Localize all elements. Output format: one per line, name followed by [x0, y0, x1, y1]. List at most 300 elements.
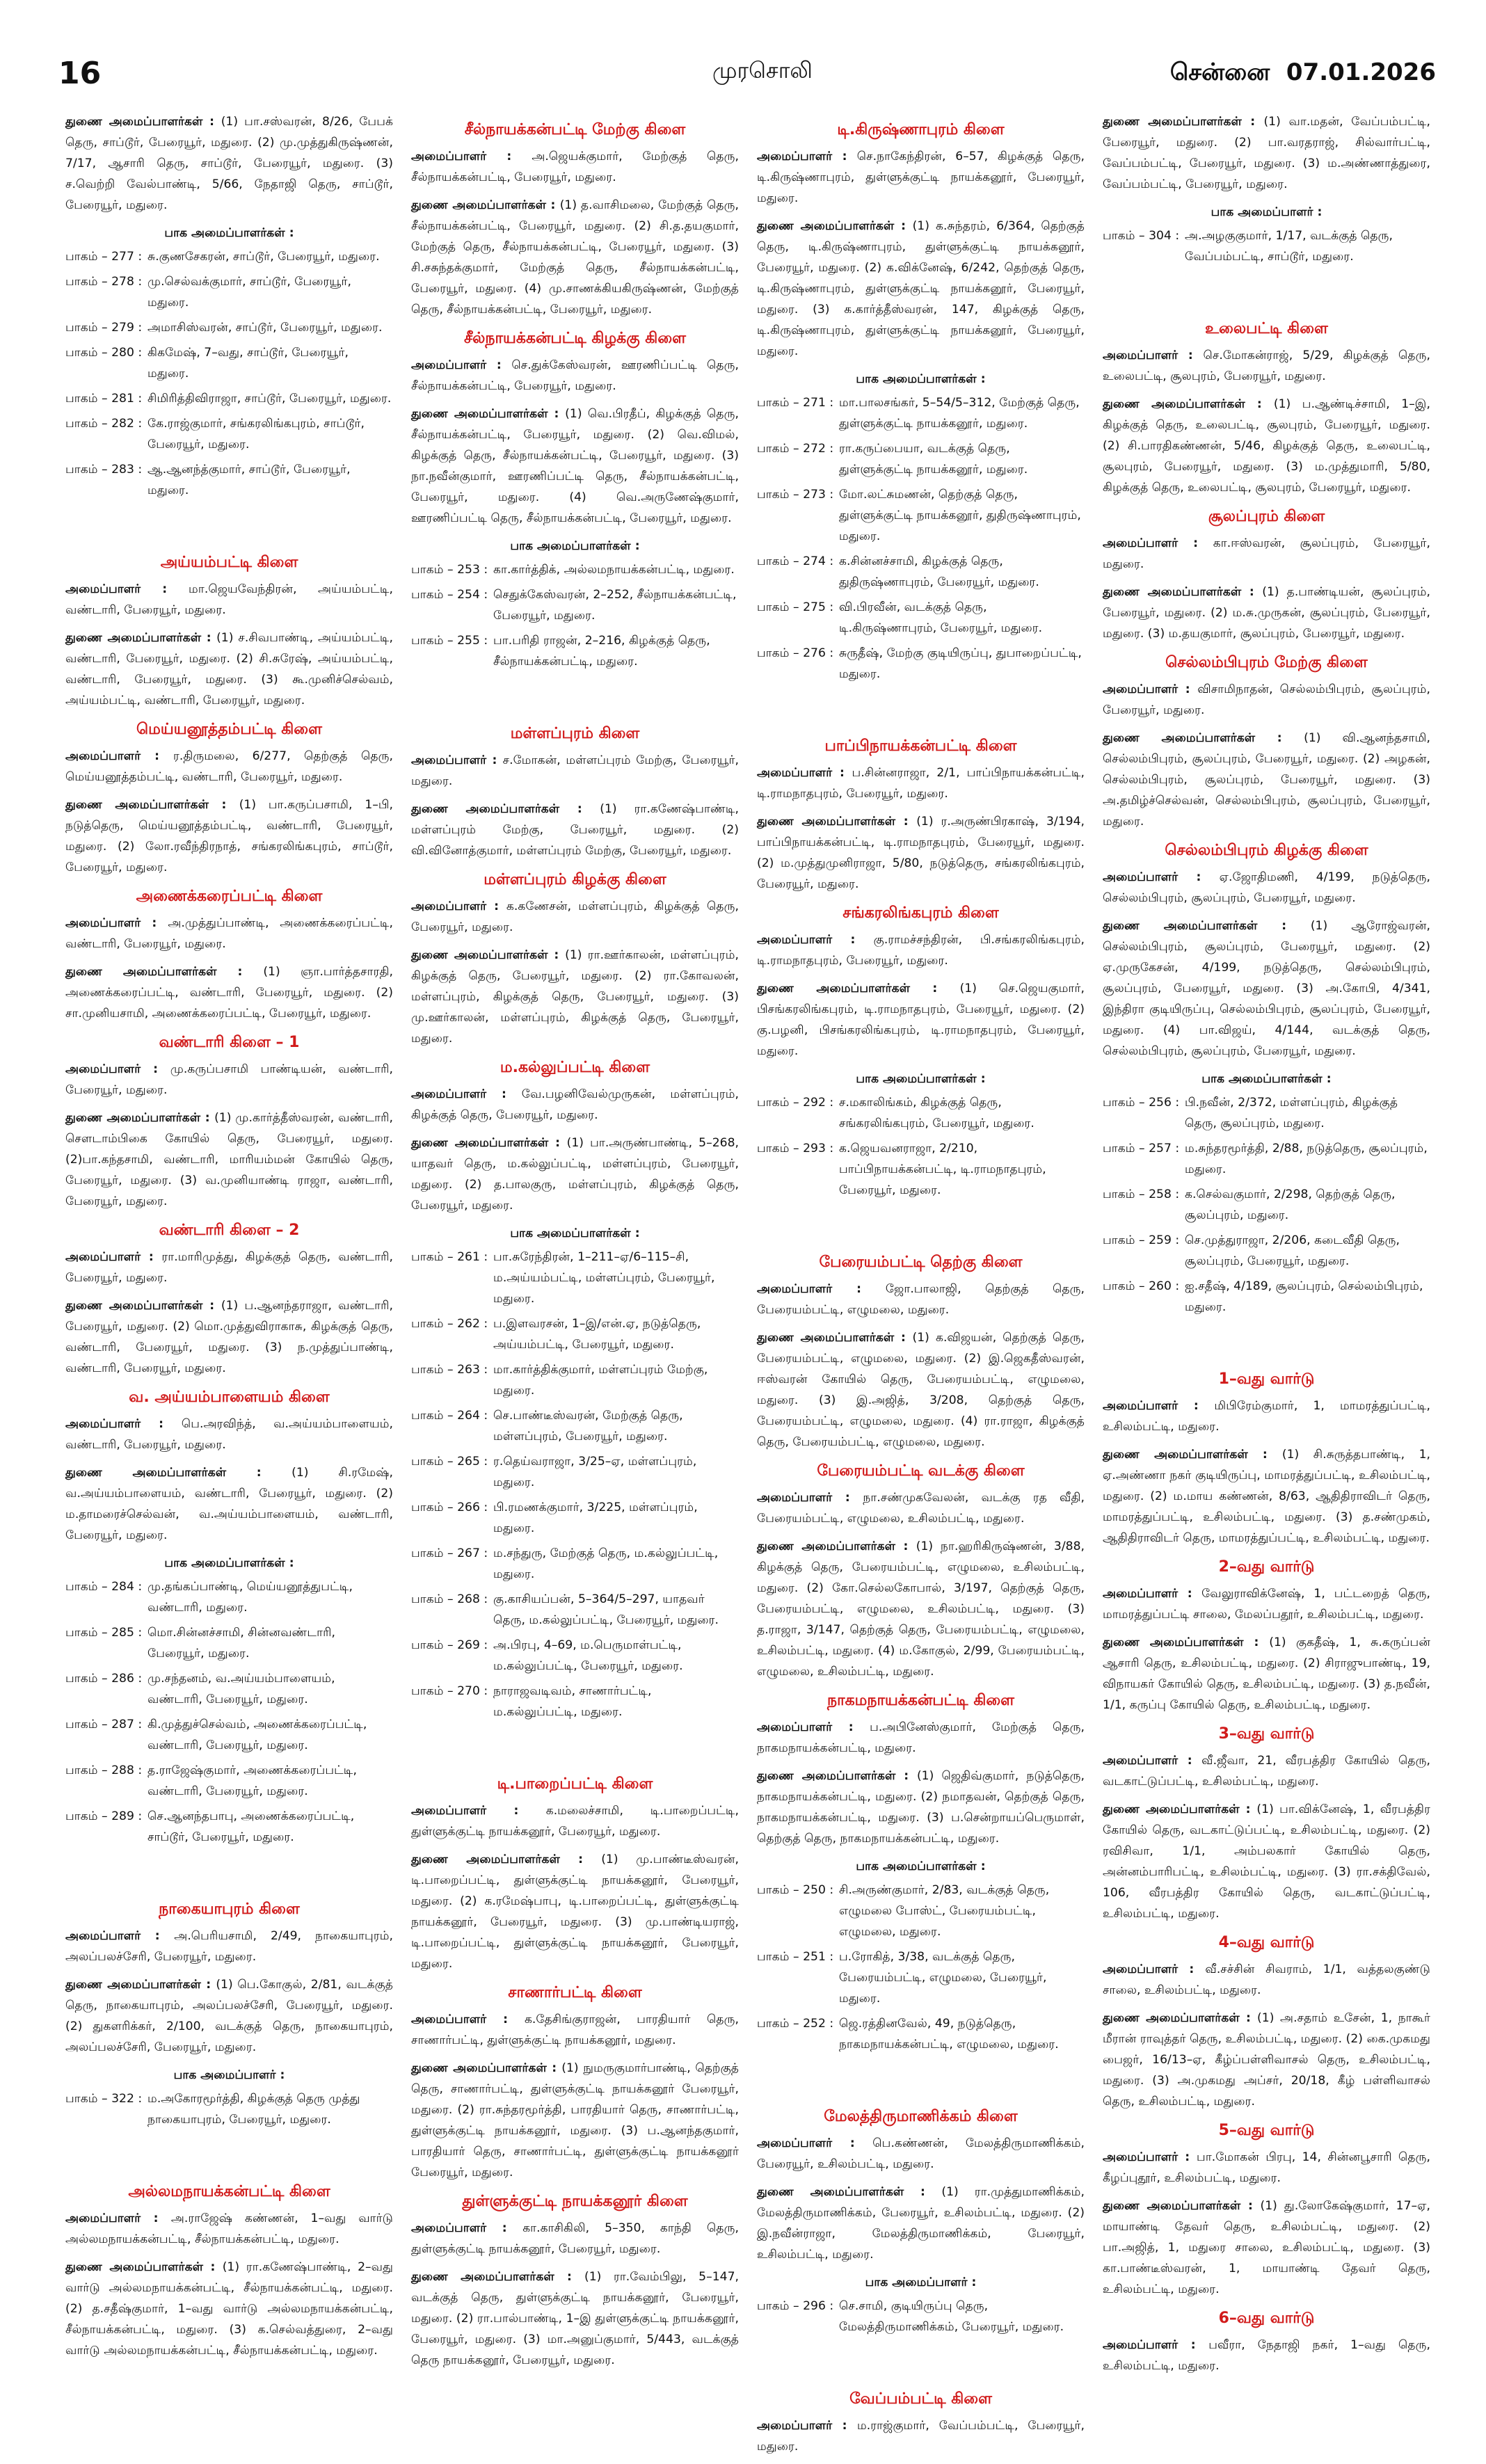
role-label: அமைப்பாளர் : [411, 2221, 523, 2235]
role-label: துணை அமைப்பாளர்கள் : [1103, 1635, 1270, 1649]
role-label: துணை அமைப்பாளர்கள் : [411, 2061, 562, 2075]
booth-number: பாகம் – 251 : [757, 1950, 834, 1964]
spacer [757, 1205, 1085, 1244]
office-bearer-paragraph [757, 1487, 1085, 1529]
role-label: துணை அமைப்பாளர்கள் : [1103, 919, 1311, 933]
role-label: துணை அமைப்பாளர்கள் : [65, 1111, 215, 1125]
booth-agent: மோ.லட்சுமணன், தெற்குத் தெரு, துள்ளுக்குட்டி நாயக்கனூர், துதிருஷ்ணாபுரம், மதுரை. [839, 488, 1081, 543]
role-label: அமைப்பாளர் : [1103, 2338, 1209, 2352]
booth-row [757, 1092, 1085, 1134]
office-bearer-paragraph [757, 811, 1085, 895]
names-text: (1) ப.ஆண்டிச்சாமி, 1–இ, கிழக்குத் தெரு, உலைபட்டி, சூலபுரம், பேரையூர், மதுரை. (2) சி.பாரதிகண்ணன், 5/46, கிழக்குத் தெரு, உலைபட்டி, சூலபுரம், பேரையூர், மதுரை. (3) ம.முத்துமாரி, 5/80, கிழக்குத் தெரு, உலைபட்டி, சூலபுரம், பேரையூர், மதுரை. [1103, 397, 1430, 495]
office-bearer-paragraph [1103, 1444, 1430, 1549]
booth-agent: அமாசிஸ்வரன், சாப்டூர், பேரையூர், மதுரை. [147, 321, 383, 335]
section-heading: 6–வது வார்டு [1218, 2310, 1315, 2327]
office-bearer-paragraph [65, 1414, 393, 1455]
office-bearer-paragraph [65, 627, 393, 711]
names-text: (1) வா.மதன், வேப்பம்பட்டி, பேரையூர், மதுரை. (2) பா.வரதராஜ், சில்வார்பட்டி, வேப்பம்பட்டி, பேரையூர், மதுரை. (3) ம.அண்ணாத்துரை, வேப்பம்பட்டி, பேரையூர், மதுரை. [1103, 115, 1430, 191]
booth-row [1103, 1230, 1430, 1272]
section-heading: வ. அய்யம்பாளையம் கிளை [129, 1389, 330, 1406]
office-bearer-paragraph [65, 1974, 393, 2058]
names-text: (1) பா.அருண்பாண்டி, 5–268, யாதவர் தெரு, ம.கல்லுப்பட்டி, மள்ளப்புரம், பேரையூர், மதுரை. (2) த.பாலகுரு, மள்ளப்புரம், கிழக்குத் தெரு, பேரையூர், மதுரை. [411, 1136, 739, 1213]
names-text: அ.பெரியசாமி, 2/49, நாகையாபுரம், அலப்பலச்சேரி, பேரையூர், மதுரை. [65, 1929, 393, 1964]
office-bearer-paragraph [411, 1084, 739, 1126]
office-bearer-paragraph [1103, 915, 1430, 1062]
names-text: அ.முத்துப்பாண்டி, அணைக்கரைப்பட்டி, வண்டாரி, பேரையூர், மதுரை. [65, 916, 393, 951]
section-heading: செல்லம்பிபுரம் கிழக்கு கிளை [1165, 842, 1368, 859]
newspaper-name: முரசொலி [712, 57, 813, 83]
office-bearer-paragraph [757, 146, 1085, 209]
section-heading: பாப்பிநாயக்கன்பட்டி கிளை [824, 737, 1017, 755]
names-text: (1) அ.சதாம் உசேன், 1, நாகூர் மீரான் ராவுத்தர் தெரு, உசிலம்பட்டி, மதுரை. (2) கை.முகமது பைஜர், 16/13–ஏ, கீழ்ப்பள்ளிவாசல் தெரு, உசிலம்பட்டி, மதுரை. (3) அ.முகமது அப்சர், 20/18, கீழ் பள்ளிவாசல் தெரு, உசிலம்பட்டி, மதுரை. [1103, 2011, 1430, 2109]
booth-row [411, 1589, 739, 1631]
role-label: துணை அமைப்பாளர்கள் : [1103, 1802, 1257, 1816]
names-text: (1) த.பாண்டியன், சூலப்புரம், பேரையூர், மதுரை. (2) ம.சு.முருகன், சூலப்புரம், பேரையூர், மதுரை. (3) ம.தயகுமார், சூலப்புரம், பேரையூர், மதுரை. [1103, 585, 1430, 641]
booth-agent: க.செல்வகுமார், 2/298, தெற்குத் தெரு, சூலப்புரம், மதுரை. [1185, 1187, 1396, 1222]
booth-agent: ம.சுந்தரமூர்த்தி, 2/88, நடுத்தெரு, சூலப்புரம், மதுரை. [1185, 1142, 1428, 1176]
section-heading: டி.கிருஷ்ணாபுரம் கிளை [837, 121, 1005, 138]
office-bearer-paragraph [65, 1247, 393, 1288]
subheading: பாக அமைப்பாளர்கள் : [164, 1556, 294, 1570]
article-columns [65, 111, 1431, 2454]
booth-row [65, 459, 393, 501]
booth-agent: பா.பரிதி ராஜன், 2–216, கிழக்குத் தெரு, சீல்நாயக்கன்பட்டி, மதுரை. [493, 634, 710, 669]
subheading: பாக அமைப்பாளர்கள் : [510, 539, 640, 553]
booth-agent: செ.பாண்டீஸ்வரன், மேற்குத் தெரு, மள்ளப்புரம், பேரையூர், மதுரை. [493, 1409, 683, 1443]
names-text: (1) பா.கருப்பசாமி, 1–பி, நடுத்தெரு, மெய்யனூத்தம்பட்டி, வண்டாரி, பேரையூர், மதுரை. (2) லோ.ரவீந்திரநாத், சங்கரலிங்கபுரம், சாப்டூர், பேரையூர், மதுரை. [65, 798, 393, 874]
booth-agent: செ.முத்துராஜா, 2/206, கடைவீதி தெரு, சூலப்புரம், பேரையூர், மதுரை. [1185, 1233, 1400, 1268]
names-text: க.தேசிங்குராஜன், பாரதியார் தெரு, சாணார்பட்டி, துள்ளுக்குட்டி நாயக்கனூர், மதுரை. [411, 2013, 739, 2047]
names-text: விசாமிநாதன், செல்லம்பிபுரம், சூலப்புரம், பேரையூர், மதுரை. [1103, 682, 1430, 717]
section-heading: 1–வது வார்டு [1218, 1370, 1315, 1388]
column-1 [65, 111, 393, 2464]
section-heading: 3–வது வார்டு [1218, 1725, 1315, 1743]
booth-row [411, 1635, 739, 1677]
role-label: அமைப்பாளர் : [411, 899, 506, 913]
names-text: (1) து.லோகேஷ்குமார், 17–ஏ, மாயாண்டி தேவர் தெரு, உசிலம்பட்டி, மதுரை. (2) பா.அஜித், 1, மதுரை சாலை, உசிலம்பட்டி, மதுரை. (3) கா.பாண்டீஸ்வரன், 1, மாயாண்டி தேவர் தெரு, உசிலம்பட்டி, மதுரை. [1103, 2199, 1430, 2296]
names-text: மு.கருப்பசாமி பாண்டியன், வண்டாரி, பேரையூர், மதுரை. [65, 1062, 393, 1097]
booth-number: பாகம் – 266 : [411, 1501, 488, 1514]
booth-agent: செதுக்கேஸ்வரன், 2–252, சீல்நாயக்கன்பட்டி, பேரையூர், மதுரை. [493, 588, 737, 623]
office-bearer-paragraph [1103, 582, 1430, 644]
page-number: 16 [58, 56, 102, 91]
section-heading: அணைக்கரைப்பட்டி கிளை [136, 888, 323, 905]
names-text: செ.நாகேந்திரன், 6–57, கிழக்குத் தெரு, டி.கிருஷ்ணாபுரம், துள்ளுக்குட்டி நாயக்கனூர், பேரையூர், மதுரை. [757, 150, 1085, 205]
names-text: (1) பெ.கோகுல், 2/81, வடக்குத் தெரு, நாகையாபுரம், அலப்பலச்சேரி, பேரையூர், மதுரை. (2) துகளரிக்கர், 2/100, வடக்குத் தெரு, நாகையாபுரம், அலப்பலச்சேரி, பேரையூர், மதுரை. [65, 1978, 393, 2054]
role-label: அமைப்பாளர் : [65, 916, 168, 930]
booth-row [65, 1806, 393, 1848]
booth-row [1103, 1276, 1430, 1318]
role-label: அமைப்பாளர் : [1103, 870, 1220, 884]
booth-number: பாகம் – 273 : [757, 488, 834, 502]
office-bearer-paragraph [65, 579, 393, 621]
booth-number: பாகம் – 254 : [411, 588, 488, 602]
booth-row [757, 484, 1085, 547]
role-label: துணை அமைப்பாளர்கள் : [411, 198, 560, 212]
names-text: (1) ப.ஆனந்தராஜா, வண்டாரி, பேரையூர், மதுரை. (2) மொ.முத்துவிராகாசு, கிழக்குத் தெரு, வண்டாரி, பேரையூர், மதுரை. (3) ந.முத்துப்பாண்டி, வண்டாரி, பேரையூர், மதுரை. [65, 1299, 393, 1375]
booth-number: பாகம் – 275 : [757, 600, 834, 614]
spacer [65, 505, 393, 544]
office-bearer-paragraph [1103, 111, 1430, 195]
subheading: பாக அமைப்பாளர் : [1211, 205, 1323, 219]
office-bearer-paragraph [411, 403, 739, 529]
booth-row [65, 1622, 393, 1664]
booth-number: பாகம் – 286 : [65, 1672, 143, 1686]
role-label: அமைப்பாளர் : [757, 2419, 857, 2433]
spacer [411, 1727, 739, 1766]
names-text: கா.காசிகிலி, 5–350, காந்தி தெரு, துள்ளுக்குட்டி நாயக்கனூர், பேரையூர், மதுரை. [411, 2221, 739, 2256]
office-bearer-paragraph [757, 929, 1085, 971]
role-label: துணை அமைப்பாளர்கள் : [65, 1466, 292, 1480]
role-label: துணை அமைப்பாளர்கள் : [65, 798, 239, 812]
booth-number: பாகம் – 260 : [1103, 1279, 1180, 1293]
role-label: துணை அமைப்பாளர்கள் : [1103, 397, 1274, 411]
booth-agent: கிகமேஷ், 7–வது, சாப்டூர், பேரையூர், மதுரை. [147, 346, 349, 381]
office-bearer-paragraph [411, 799, 739, 861]
booth-row [411, 1359, 739, 1401]
role-label: துணை அமைப்பாளர்கள் : [411, 2270, 584, 2284]
booth-agent: ச.மகாலிங்கம், கிழக்குத் தெரு, சங்கரலிங்கபுரம், பேரையூர், மதுரை. [839, 1096, 1034, 1130]
office-bearer-paragraph [757, 1766, 1085, 1849]
section-heading: வேப்பம்பட்டி கிளை [849, 2390, 992, 2408]
booth-agent: சுருதீஷ், மேற்கு குடியிருப்பு, துபாறைப்பட்டி, மதுரை. [839, 646, 1082, 681]
booth-number: பாகம் – 259 : [1103, 1233, 1180, 1247]
issue-date: 07.01.2026 [1286, 58, 1436, 86]
office-bearer-paragraph [65, 913, 393, 954]
office-bearer-paragraph [1103, 2147, 1430, 2189]
office-bearer-paragraph [757, 762, 1085, 804]
subheading: பாக அமைப்பாளர்கள் : [856, 372, 986, 386]
section-heading: சாணார்பட்டி கிளை [508, 1984, 642, 2001]
booth-agent: ப.ரோகித், 3/38, வடக்குத் தெரு, பேரையம்பட்டி, எழுமலை, பேரையூர், மதுரை. [839, 1950, 1047, 2006]
names-text: (1) நுமருகுமார்பாண்டி, தெற்குத் தெரு, சாணார்பட்டி, துள்ளுக்குட்டி நாயக்கனூர் பேரையூர், மதுரை. (2) ரா.சுந்தரமூர்த்தி, பாரதியார் தெரு, சாணார்பட்டி, துள்ளுக்குட்டி நாயக்கனூர், மதுரை. (3) ப.ஆனந்தகுமார், பாரதியார் தெரு, சாணார்பட்டி, துள்ளுக்குட்டி நாயக்கனூர் பேரையூர், மதுரை. [411, 2061, 739, 2179]
spacer [757, 2342, 1085, 2381]
role-label: துணை அமைப்பாளர்கள் : [757, 1331, 913, 1345]
booth-number: பாகம் – 250 : [757, 1883, 834, 1897]
names-text: ம.ராஜ்குமார், வேப்பம்பட்டி, பேரையூர், மதுரை. [757, 2419, 1085, 2454]
booth-row [757, 1946, 1085, 2009]
names-text: வே.பழனிவேல்முருகன், மள்ளப்புரம், கிழக்குத் தெரு, பேரையூர், மதுரை. [411, 1087, 739, 1122]
office-bearer-paragraph [757, 1327, 1085, 1453]
names-text: (1) செ.ஜெயகுமார், பிசங்கரலிங்கபுரம், டி.ராமநாதபுரம், பேரையூர், மதுரை. (2) கு.பழனி, பிசங்கரலிங்கபுரம், டி.ராமநாதபுரம், பேரையூர், மதுரை. [757, 982, 1085, 1058]
booth-number: பாகம் – 304 : [1103, 229, 1180, 243]
section-heading: சூலப்புரம் கிளை [1208, 508, 1325, 525]
names-text: ஜோ.பாலாஜி, தெற்குத் தெரு, பேரையம்பட்டி, எழுமலை, மதுரை. [757, 1282, 1085, 1317]
booth-number: பாகம் – 279 : [65, 321, 143, 335]
section-heading: சங்கரலிங்கபுரம் கிளை [842, 904, 999, 922]
booth-number: பாகம் – 271 : [757, 396, 834, 410]
role-label: துணை அமைப்பாளர்கள் : [757, 2185, 942, 2199]
names-text: மா.ஜெயவேந்திரன், அய்யம்பட்டி, வண்டாரி, பேரையூர், மதுரை. [65, 582, 393, 617]
office-bearer-paragraph [757, 2133, 1085, 2175]
booth-row [65, 246, 393, 267]
names-text: (1) ரா.கணேஷ்பாண்டி, 2–வது வார்டு அல்லமநாயக்கன்பட்டி, சீல்நாயக்கன்பட்டி, மதுரை. (2) த.சதீஷ்குமார், 1–வது வார்டு அல்லமநாயக்கன்பட்டி, சீல்நாயக்கன்பட்டி, மதுரை. (3) க.செல்வத்துரை, 2–வது வார்டு அல்லமநாயக்கன்பட்டி, சீல்நாயக்கன்பட்டி, மதுரை. [65, 2260, 393, 2358]
booth-row [411, 1497, 739, 1539]
section-heading: துள்ளுக்குட்டி நாயக்கனூர் கிளை [462, 2193, 688, 2210]
names-text: வீ.ஜீவா, 21, வீரபத்திர கோயில் தெரு, வடகாட்டுப்பட்டி, உசிலம்பட்டி, மதுரை. [1103, 1754, 1431, 1789]
section-heading: டி.பாறைப்பட்டி கிளை [497, 1775, 653, 1793]
role-label: அமைப்பாளர் : [757, 150, 857, 163]
booth-row [65, 271, 393, 313]
office-bearer-paragraph [65, 1926, 393, 1967]
role-label: துணை அமைப்பாளர்கள் : [757, 1769, 917, 1783]
booth-agent: மு.சந்தனம், வ.அய்யம்பாளையம், வண்டாரி, பேரையூர், மதுரை. [147, 1672, 335, 1706]
office-bearer-paragraph [1103, 1632, 1430, 1715]
section-heading: மேலத்திருமாணிக்கம் கிளை [824, 2108, 1018, 2125]
subheading: பாக அமைப்பாளர்கள் : [1201, 1072, 1332, 1086]
role-label: துணை அமைப்பாளர்கள் : [65, 1978, 216, 1992]
city: சென்னை [1169, 58, 1270, 86]
booth-row [1103, 1184, 1430, 1226]
role-label: அமைப்பாளர் : [411, 753, 503, 767]
section-heading: 5–வது வார்டு [1218, 2122, 1315, 2139]
office-bearer-paragraph [757, 1279, 1085, 1320]
role-label: அமைப்பாளர் : [757, 1282, 886, 1296]
names-text: (1) க.சுந்தரம், 6/364, தெற்குத் தெரு, டி.கிருஷ்ணாபுரம், துள்ளுக்குட்டி நாயக்கனூர், பேரையூர், மதுரை. (2) க.விக்னேஷ், 6/242, தெற்குத் தெரு, டி.கிருஷ்ணாபுரம், துள்ளுக்குட்டி நாயக்கனூர், பேரையூர், மதுரை. (3) க.கார்த்தீஸ்வரன், 147, கிழக்குத் தெரு, டி.கிருஷ்ணாபுரம், துள்ளுக்குட்டி நாயக்கனூர், பேரையூர், மதுரை. [757, 219, 1085, 358]
names-text: பா.மோகன் பிரபு, 14, சின்னபூசாரி தெரு, கீழப்புதூர், உசிலம்பட்டி, மதுரை. [1103, 2150, 1430, 2185]
office-bearer-paragraph [65, 111, 393, 216]
office-bearer-paragraph [65, 794, 393, 878]
subheading: பாக அமைப்பாளர் : [865, 2275, 977, 2289]
names-text: (1) சி.ரமேஷ், வ.அய்யம்பாளையம், வண்டாரி, பேரையூர், மதுரை. (2) ம.தாமரைச்செல்வன், வ.அய்யம்பாளையம், வண்டாரி, பேரையூர், மதுரை. [65, 1466, 393, 1542]
booth-number: பாகம் – 252 : [757, 2017, 834, 2031]
office-bearer-paragraph [1103, 533, 1430, 575]
names-text: (1) நா.ஹரிகிருஷ்ணன், 3/88, கிழக்குத் தெரு, பேரையம்பட்டி, எழுமலை, உசிலம்பட்டி, மதுரை. (2) கோ.செல்லகோபால், 3/197, தெற்குத் தெரு, பேரையம்பட்டி, எழுமலை, உசிலம்பட்டி, மதுரை. (3) த.ராஜா, 3/147, தெற்குத் தெரு, பேரையம்பட்டி, எழுமலை, உசிலம்பட்டி, மதுரை. (4) ம.கோகுல், 2/99, பேரையம்பட்டி, எழுமலை, உசிலம்பட்டி, மதுரை. [757, 1539, 1085, 1679]
booth-number: பாகம் – 253 : [411, 563, 488, 577]
section-heading: சீல்நாயக்கன்பட்டி கிழக்கு கிளை [463, 330, 687, 347]
booth-number: பாகம் – 296 : [757, 2299, 834, 2313]
section-heading: நாகமநாயக்கன்பட்டி கிளை [826, 1692, 1015, 1709]
names-text: ப.சின்னராஜா, 2/1, பாப்பிநாயக்கன்பட்டி, டி.ராமநாதபுரம், பேரையூர், மதுரை. [757, 766, 1085, 801]
role-label: அமைப்பாளர் : [411, 2013, 525, 2026]
office-bearer-paragraph [411, 945, 739, 1049]
subheading: பாக அமைப்பாளர்கள் : [510, 1226, 640, 1240]
role-label: அமைப்பாளர் : [411, 358, 512, 372]
office-bearer-paragraph [757, 978, 1085, 1062]
names-text: நா.சண்முகவேலன், வடக்கு ரத வீதி, பேரையம்பட்டி, எழுமலை, உசிலம்பட்டி, மதுரை. [757, 1491, 1085, 1526]
role-label: துணை அமைப்பாளர்கள் : [411, 802, 600, 816]
office-bearer-paragraph [1103, 2195, 1430, 2300]
names-text: மிபிரேம்குமார், 1, மாமரத்துப்பட்டி, உசிலம்பட்டி, மதுரை. [1103, 1399, 1430, 1434]
booth-agent: கு.காசியப்பன், 5–364/5–297, யாதவர் தெரு, ம.கல்லுப்பட்டி, பேரையூர், மதுரை. [493, 1592, 719, 1627]
booth-number: பாகம் – 280 : [65, 346, 143, 360]
booth-row [411, 630, 739, 672]
booth-agent: மு.தங்கப்பாண்டி, மெய்யனூத்துபட்டி, வண்டாரி, மதுரை. [147, 1580, 353, 1615]
role-label: துணை அமைப்பாளர்கள் : [757, 815, 917, 829]
role-label: துணை அமைப்பாளர்கள் : [1103, 2199, 1261, 2213]
booth-row [1103, 225, 1430, 267]
booth-agent: த.ராஜேஷ்குமார், அணைக்கரைப்பட்டி, வண்டாரி, பேரையூர், மதுரை. [147, 1763, 357, 1798]
booth-number: பாகம் – 269 : [411, 1638, 488, 1652]
booth-row [65, 2088, 393, 2130]
names-text: கா.ஈஸ்வரன், சூலப்புரம், பேரையூர், மதுரை. [1103, 536, 1430, 571]
office-bearer-paragraph [65, 2257, 393, 2361]
section-heading: செல்லம்பிபுரம் மேற்கு கிளை [1165, 654, 1368, 671]
names-text: (1) ரா.ஊர்காலன், மள்ளப்புரம், கிழக்குத் தெரு, பேரையூர், மதுரை. (2) ரா.கோவலன், மள்ளப்புரம், கிழக்குத் தெரு, பேரையூர், மதுரை. (3) மு.ஊர்காலன், மள்ளப்புரம், கிழக்குத் தெரு, பேரையூர், மதுரை. [411, 948, 739, 1046]
names-text: (1) ஞா.பார்த்தசாரதி, அணைக்கரைப்பட்டி, வண்டாரி, பேரையூர், மதுரை. (2) சா.முனியசாமி, அணைக்கரைப்பட்டி, பேரையூர், மதுரை. [65, 965, 393, 1021]
booth-row [757, 438, 1085, 480]
dateline [1170, 58, 1436, 89]
section-heading: 2–வது வார்டு [1218, 1558, 1315, 1576]
office-bearer-paragraph [757, 216, 1085, 362]
names-text: க.மலைச்சாமி, டி.பாறைப்பட்டி, துள்ளுக்குட்டி நாயக்கனூர், பேரையூர், மதுரை. [411, 1804, 739, 1839]
booth-agent: பி.நவீன், 2/372, மள்ளப்புரம், கிழக்குத் தெரு, சூலப்புரம், மதுரை. [1185, 1096, 1398, 1130]
names-text: அ.ஜெயக்குமார், மேற்குத் தெரு, சீல்நாயக்கன்பட்டி, பேரையூர், மதுரை. [411, 150, 739, 184]
role-label: துணை அமைப்பாளர்கள் : [411, 407, 566, 421]
names-text: பெ.அரவிந்த், வ.அய்யம்பாளையம், வண்டாரி, பேரையூர், மதுரை. [65, 1417, 393, 1452]
booth-agent: க.சின்னச்சாமி, கிழக்குத் தெரு, துதிருஷ்ணாபுரம், பேரையூர், மதுரை. [839, 554, 1039, 589]
booth-row [411, 1405, 739, 1447]
section-heading: அய்யம்பட்டி கிளை [160, 554, 298, 571]
booth-number: பாகம் – 276 : [757, 646, 834, 660]
office-bearer-paragraph [1103, 728, 1430, 832]
booth-agent: ஆ.ஆனந்த்குமார், சாப்டூர், பேரையூர், மதுரை. [147, 463, 351, 497]
booth-agent: சு.குணசேகரன், சாப்டூர், பேரையூர், மதுரை. [147, 250, 380, 264]
booth-number: பாகம் – 267 : [411, 1546, 488, 1560]
booth-agent: ம.சந்துரு, மேற்குத் தெரு, ம.கல்லுப்பட்டி, மதுரை. [493, 1546, 719, 1581]
booth-number: பாகம் – 263 : [411, 1363, 488, 1377]
names-text: (1) த.வாசிமலை, மேற்குத் தெரு, சீல்நாயக்கன்பட்டி, பேரையூர், மதுரை. (2) சி.த.தயகுமார், மேற்குத் தெரு, சீல்நாயக்கன்பட்டி, பேரையூர், மதுரை. (3) சி.சசுந்தக்குமார், மேற்குத் தெரு, சீல்நாயக்கன்பட்டி, பேரையூர், மதுரை. (4) மு.சாணக்கியகிருஷ்ணன், மேற்குத் தெரு, சீல்நாயக்கன்பட்டி, பேரையூர், மதுரை. [411, 198, 739, 317]
role-label: அமைப்பாளர் : [1103, 2150, 1197, 2164]
office-bearer-paragraph [1103, 1395, 1430, 1437]
booth-row [65, 388, 393, 409]
spacer [65, 1852, 393, 1891]
role-label: அமைப்பாளர் : [1103, 349, 1204, 362]
office-bearer-paragraph [1103, 1583, 1430, 1625]
names-text: (1) ச.சிவபாண்டி, அய்யம்பட்டி, வண்டாரி, பேரையூர், மதுரை. (2) சி.சுரேஷ், அய்யம்பட்டி, வண்டாரி, பேரையூர், மதுரை. (3) கூ.முனிச்செல்வம், அய்யம்பட்டி, வண்டாரி, பேரையூர், மதுரை. [65, 631, 393, 707]
office-bearer-paragraph [1103, 1750, 1430, 1792]
names-text: (1) ரா.முத்துமாணிக்கம், மேலத்திருமாணிக்கம், பேரையூர், உசிலம்பட்டி, மதுரை. (2) இ.நவீன்ராஜா, மேலத்திருமாணிக்கம், பேரையூர், உசிலம்பட்டி, மதுரை. [757, 2185, 1085, 2262]
role-label: அமைப்பாளர் : [1103, 1399, 1215, 1413]
names-text: ச.மோகன், மள்ளப்புரம் மேற்கு, பேரையூர், மதுரை. [411, 753, 739, 788]
names-text: (1) வெ.பிரதீப், கிழக்குத் தெரு, சீல்நாயக்கன்பட்டி, பேரையூர், மதுரை. (2) வெ.விமல், கிழக்குத் தெரு, சீல்நாயக்கன்பட்டி, பேரையூர், மதுரை. (3) நா.நவீன்குமார், ஊரணிப்பட்டி தெரு, சீல்நாயக்கன்பட்டி, பேரையூர், மதுரை. (4) வெ.அருணேஷ்குமார், ஊரணிப்பட்டி தெரு, சீல்நாயக்கன்பட்டி, பேரையூர், மதுரை. [411, 407, 739, 525]
booth-number: பாகம் – 288 : [65, 1763, 143, 1777]
section-heading: சீல்நாயக்கன்பட்டி மேற்கு கிளை [464, 121, 686, 138]
booth-number: பாகம் – 278 : [65, 275, 143, 289]
booth-row [65, 1714, 393, 1756]
role-label: அமைப்பாளர் : [757, 2136, 873, 2150]
section-heading: மள்ளப்புரம் கிளை [510, 725, 640, 742]
role-label: துணை அமைப்பாளர்கள் : [65, 1299, 221, 1313]
booth-row [757, 392, 1085, 434]
column-4 [1103, 111, 1430, 2464]
names-text: (1) ர.அருண்பிரகாஷ், 3/194, பாப்பிநாயக்கன்பட்டி, டி.ராமநாதபுரம், பேரையூர், மதுரை. (2) ம.முத்துமுனிராஜா, 5/80, நடுத்தெரு, சங்கரலிங்கபுரம், பேரையூர், மதுரை. [757, 815, 1085, 891]
section-heading: 4–வது வார்டு [1218, 1934, 1315, 1951]
role-label: அமைப்பாளர் : [1103, 1754, 1202, 1768]
office-bearer-paragraph [411, 896, 739, 938]
office-bearer-paragraph [65, 1107, 393, 1212]
booth-agent: கி.முத்துச்செல்வம், அணைக்கரைப்பட்டி, வண்டாரி, பேரையூர், மதுரை. [147, 1718, 367, 1752]
booth-agent: ஜெ.ரத்தினவேல், 49, நடுத்தெரு, நாகமநாயக்கன்பட்டி, எழுமலை, மதுரை. [839, 2017, 1059, 2051]
office-bearer-paragraph [411, 1133, 739, 1216]
booth-row [757, 2296, 1085, 2337]
names-text: (1) ஆரோஜ்வரன், செல்லம்பிபுரம், சூலப்புரம், பேரையூர், மதுரை. (2) ஏ.முருகேசன், 4/199, நடுத்தெரு, செல்லம்பிபுரம், சூலப்புரம், பேரையூர், மதுரை. (3) அ.கோபி, 4/341, இந்திரா குடியிருப்பு, செல்லம்பிபுரம், சூலப்புரம், பேரையூர், மதுரை. (4) பா.விஜய், 4/144, வடக்குத் தெரு, செல்லம்பிபுரம், சூலப்புரம், பேரையூர், மதுரை. [1103, 919, 1430, 1058]
booth-row [411, 1247, 739, 1309]
office-bearer-paragraph [65, 1462, 393, 1546]
section-heading: பேரையம்பட்டி தெற்கு கிளை [819, 1254, 1023, 1271]
names-text: (1) ரா.வேம்பிலு, 5–147, வடக்குத் தெரு, துள்ளுக்குட்டி நாயக்கனூர், பேரையூர், மதுரை. (2) ரா.பால்பாண்டி, 1–இ துள்ளுக்குட்டி நாயக்கனூர், பேரையூர், மதுரை. (3) மா.அனுப்குமார், 5/443, வடக்குத் தெரு நாயக்கனூர், பேரையூர், மதுரை. [411, 2270, 739, 2367]
office-bearer-paragraph [1103, 679, 1430, 721]
booth-agent: மு.செல்வக்குமார், சாப்டூர், பேரையூர், மதுரை. [147, 275, 351, 310]
names-text: (1) வி.ஆனந்தசாமி, செல்லம்பிபுரம், சூலப்புரம், பேரையூர், மதுரை. (2) அழகன், செல்லம்பிபுரம், சூலப்புரம், பேரையூர், மதுரை. (3) அ.தமிழ்ச்செல்வன், செல்லம்பிபுரம், சூலப்புரம், பேரையூர், மதுரை. [1103, 731, 1430, 829]
role-label: அமைப்பாளர் : [65, 582, 189, 596]
booth-agent: மொ.சின்னச்சாமி, சின்னவண்டாரி, பேரையூர், மதுரை. [147, 1626, 335, 1661]
names-text: க.கணேசன், மள்ளப்புரம், கிழக்குத் தெரு, பேரையூர், மதுரை. [411, 899, 739, 934]
names-text: கு.ராமச்சந்திரன், பி.சங்கரலிங்கபுரம், டி.ராமநாதபுரம், பேரையூர், மதுரை. [757, 933, 1085, 968]
booth-number: பாகம் – 284 : [65, 1580, 143, 1594]
names-text: (1) ஜெதிவ்குமார், நடுத்தெரு, நாகமநாயக்கன்பட்டி, மதுரை. (2) நமாதவன், தெற்குத் தெரு, நாகமநாயக்கன்பட்டி, மதுரை. (3) ப.சென்றாயப்பெருமாள், தெற்குத் தெரு, நாகமநாயக்கன்பட்டி, மதுரை. [757, 1769, 1085, 1846]
booth-row [65, 317, 393, 338]
booth-row [1103, 1138, 1430, 1180]
role-label: அமைப்பாளர் : [65, 1929, 175, 1943]
role-label: அமைப்பாளர் : [65, 1250, 162, 1264]
role-label: அமைப்பாளர் : [411, 1087, 522, 1101]
booth-agent: ப.இளவரசன், 1–இ/என்.ஏ, நடுத்தெரு, அய்யம்பட்டி, பேரையூர், மதுரை. [493, 1317, 701, 1352]
booth-number: பாகம் – 282 : [65, 417, 143, 431]
booth-agent: கே.ராஜ்குமார், சங்கரலிங்கபுரம், சாப்டூர், பேரையூர், மதுரை. [147, 417, 365, 451]
spacer [65, 2134, 393, 2173]
booth-number: பாகம் – 261 : [411, 1250, 488, 1264]
booth-number: பாகம் – 265 : [411, 1455, 488, 1469]
booth-row [757, 1138, 1085, 1201]
role-label: துணை அமைப்பாளர்கள் : [65, 2260, 223, 2274]
booth-number: பாகம் – 268 : [411, 1592, 488, 1606]
booth-agent: மா.பாலசங்கர், 5–54/5–312, மேற்குத் தெரு, துள்ளுக்குட்டி நாயக்கனூர், மதுரை. [839, 396, 1080, 431]
booth-agent: செ.சாமி, குடியிருப்பு தெரு, மேலத்திருமாணிக்கம், பேரையூர், மதுரை. [839, 2299, 1064, 2334]
role-label: துணை அமைப்பாளர்கள் : [1103, 2011, 1258, 2025]
office-bearer-paragraph [411, 195, 739, 320]
booth-agent: ர.தெய்வராஜா, 3/25–ஏ, மள்ளப்புரம், மதுரை. [493, 1455, 697, 1489]
names-text: (1) பா.விக்னேஷ், 1, வீரபத்திர கோயில் தெரு, வடகாட்டுப்பட்டி, உசிலம்பட்டி, மதுரை. (2) ரவிசிவா, 1/1, அம்பலகார் கோயில் தெரு, அன்னம்பாரிபட்டி, உசிலம்பட்டி, மதுரை. (3) ரா.சக்திவேல், 106, வீரபத்திர கோயில் தெரு, வடகாட்டுப்பட்டி, உசிலம்பட்டி, மதுரை. [1103, 1802, 1430, 1921]
booth-number: பாகம் – 272 : [757, 442, 834, 456]
role-label: துணை அமைப்பாளர்கள் : [411, 1136, 567, 1150]
booth-row [757, 597, 1085, 639]
booth-agent: கா.கார்த்திக், அல்லமநாயக்கன்பட்டி, மதுரை. [493, 563, 735, 577]
office-bearer-paragraph [65, 1295, 393, 1379]
booth-row [411, 1313, 739, 1355]
section-heading: நாகையாபுரம் கிளை [159, 1901, 300, 1918]
booth-agent: பா.சுரேந்திரன், 1–211–ஏ/6–115–சி, ம.அய்யம்பட்டி, மள்ளப்புரம், பேரையூர், மதுரை. [493, 1250, 715, 1306]
subheading: பாக அமைப்பாளர்கள் : [856, 1859, 986, 1873]
booth-row [757, 643, 1085, 685]
booth-agent: சி.அருண்குமார், 2/83, வடக்குத் தெரு, எழுமலை போஸ்ட், பேரையம்பட்டி, எழுமலை, மதுரை. [839, 1883, 1050, 1939]
section-heading: வண்டாரி கிளை – 1 [159, 1034, 300, 1051]
subheading: பாக அமைப்பாளர் : [173, 2068, 285, 2082]
names-text: (1) ரா.கணேஷ்பாண்டி, மள்ளப்புரம் மேற்கு, பேரையூர், மதுரை. (2) வி.வினோத்குமார், மள்ளப்புரம் மேற்கு, பேரையூர், மதுரை. [411, 802, 739, 858]
office-bearer-paragraph [1103, 394, 1430, 498]
office-bearer-paragraph [411, 2266, 739, 2371]
booth-agent: க.ஜெயவனராஜா, 2/210, பாப்பிநாயக்கன்பட்டி, டி.ராமநாதபுரம், பேரையூர், மதுரை. [839, 1142, 1046, 1197]
names-text: ரா.மாரிமுத்து, கிழக்குத் தெரு, வண்டாரி, பேரையூர், மதுரை. [65, 1250, 394, 1285]
names-text: ர.திருமலை, 6/277, தெற்குத் தெரு, மெய்யனூத்தம்பட்டி, வண்டாரி, பேரையூர், மதுரை. [65, 749, 393, 784]
booth-agent: ம.அகோரமூர்த்தி, கிழக்குத் தெரு முத்து நாகையாபுரம், பேரையூர், மதுரை. [147, 2092, 360, 2127]
booth-row [65, 1576, 393, 1618]
role-label: அமைப்பாளர் : [757, 1491, 863, 1505]
booth-number: பாகம் – 285 : [65, 1626, 143, 1640]
role-label: அமைப்பாளர் : [1103, 536, 1213, 550]
section-heading: மெய்யனூத்தம்பட்டி கிளை [136, 721, 322, 738]
role-label: அமைப்பாளர் : [65, 2211, 171, 2225]
booth-row [757, 2013, 1085, 2055]
office-bearer-paragraph [411, 146, 739, 188]
office-bearer-paragraph [65, 961, 393, 1024]
booth-number: பாகம் – 264 : [411, 1409, 488, 1423]
booth-agent: அ.பிரபு, 4–69, ம.பெருமாள்பட்டி, ம.கல்லுப்பட்டி, பேரையூர், மதுரை. [493, 1638, 683, 1673]
booth-row [1103, 1092, 1430, 1134]
role-label: அமைப்பாளர் : [65, 1417, 182, 1431]
booth-number: பாகம் – 277 : [65, 250, 143, 264]
names-text: (1) சி.சுருத்தபாண்டி, 1, ஏ.அண்ணா நகர் குடியிருப்பு, மாமரத்துப்பட்டி, உசிலம்பட்டி, மதுரை. (2) ம.மாய கண்ணன், 8/63, ஆதிதிராவிடர் தெரு, மாமரத்துப்பட்டி, உசிலம்பட்டி, மதுரை. (3) த.சண்முகம், ஆதிதிராவிடர் தெரு, மாமரத்துப்பட்டி, உசிலம்பட்டி, மதுரை. [1103, 1448, 1430, 1545]
